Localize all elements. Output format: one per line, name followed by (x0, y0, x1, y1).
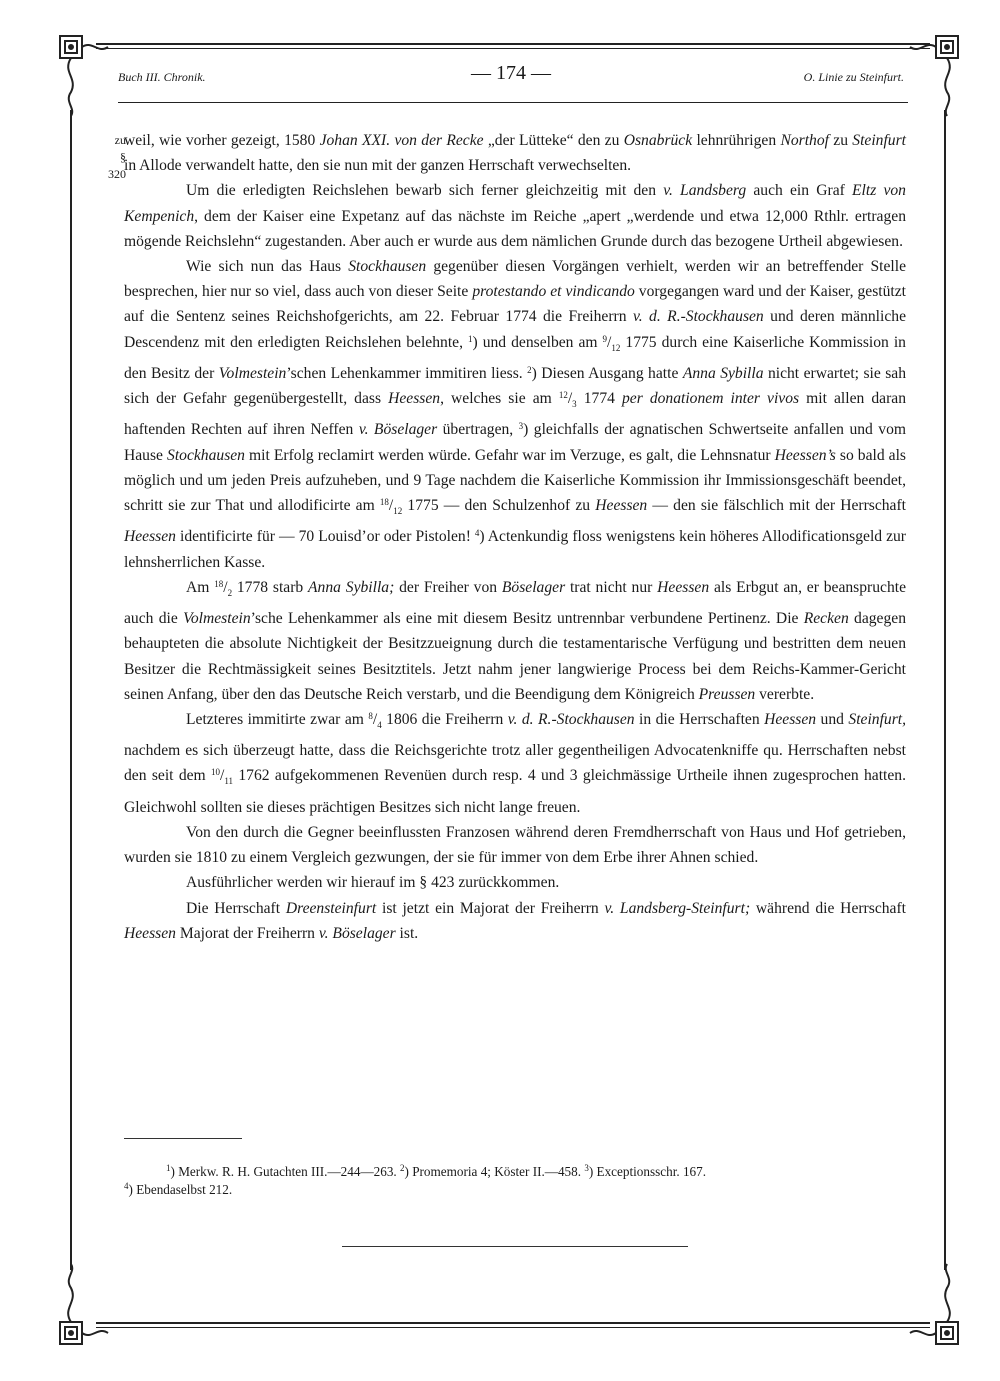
italic-name: Böselager (501, 578, 566, 596)
italic-place: Preussen (698, 685, 756, 703)
text-span: Um die erledigten Reichslehen bewarb sich ferner gleichzeitig mit den (186, 182, 664, 200)
italic-latin: protestando et vindicando (472, 283, 635, 301)
italic-name: Recken (803, 610, 849, 628)
italic-name: v. Landsberg (663, 182, 747, 200)
footnotes (124, 1163, 906, 1199)
body-text (124, 128, 906, 946)
text-span: in Allode verwandelt hatte, den sie nun mit der ganzen Herrschaft verwechselten. (124, 157, 632, 175)
footnote-text: ) Promemoria 4; Köster II.—458. (404, 1164, 585, 1179)
text-span: Letzteres immitirte zwar am (186, 710, 369, 728)
text-span: und (816, 710, 849, 728)
italic-name: v. Böselager (358, 421, 438, 439)
frame-bottom-line-thin (96, 1327, 930, 1328)
italic-name: Anna Sybilla (682, 364, 764, 382)
end-rule (342, 1246, 688, 1247)
paragraph-4: Am $^{18}/_2$ 1778 starb Anna Sybilla; der Freiher von Böselager trat nicht nur Heessen als Erbgut an, er beanspruchte auch die Volmestein’sche Lehenkammer als eine mit diesem Besitz untrennbar verbundene Pertinenz. Die Recken dagegen behaupteten die absolute Nichtigkeit der Besitzzueignung durch die testamentarische Verfügung und bestritten dem neuen Besitzer die Rechtmässigkeit seines Besitztitels. Jetzt nahm jener langwierige Process bei dem Reichs-Kammer-Gericht seinen Anfang, über den das Deutsche Reich verstarb, und die Beendigung dem Königreich Preussen vererbte. (124, 578, 906, 703)
margin-note (104, 132, 126, 183)
text-span: der Freiher von (394, 578, 502, 596)
margin-note-line1: zu (114, 133, 126, 147)
text-span: und deren männliche Descendenz mit den erledigten Reichslehen belehnte, (124, 308, 906, 351)
date-denominator: 12 (393, 506, 403, 517)
frame-top-line (96, 43, 930, 45)
text-span: weil, wie vorher gezeigt, 1580 (124, 132, 320, 149)
text-span: dagegen behaupteten die absolute Nichtigkeit der Besitzzueignung durch die testamentarische Verfügung und bestritten dem neuen Besitzer die Rechtmässigkeit seines Besitztitels. Jetzt nahm jener langwierige Process bei dem Reichs-Kammer-Gericht seinen Anfang, über den das Deutsche Reich verstarb, und die Beendigung dem Königreich (124, 610, 906, 703)
text-span: Majorat der Freiherrn (175, 924, 319, 942)
date-numerator: 9 (602, 333, 608, 344)
text-span: vererbte. (755, 685, 815, 703)
text-span: ’sche Lehenkammer als eine mit diesem Besitz untrennbar verbundene Pertinenz. Die (250, 610, 804, 628)
italic-name: v. d. R.-Stockhausen (632, 308, 764, 326)
italic-place: Heessen’s (774, 446, 836, 464)
text-span: übertragen, (437, 421, 519, 439)
italic-place: Northof (780, 132, 829, 149)
paragraph-1 (124, 128, 906, 178)
text-span: 1774 (576, 390, 622, 408)
text-span: vorgegangen ward und der Kaiser, gestützt auf die Sentenz seines Reichshofgerichts, am 22. Februar 1774 die Freiherrn (124, 283, 907, 326)
header-book-title: Buch III. Chronik. (118, 70, 206, 84)
text-span: ) Actenkundig floss wenigstens kein höheres Allodificationsgeld zur lehnsherrlichen Kasse. (124, 528, 907, 571)
corner-ornament-top-left (52, 28, 112, 118)
frame-left-line (70, 110, 72, 1270)
italic-name: v. Böselager (318, 924, 396, 942)
text-span: ) und denselben am (472, 333, 603, 351)
paragraph-7: Ausführlicher werden wir hierauf im § 423 zurückkommen. (186, 874, 560, 892)
margin-note-line2: § 320 (108, 150, 126, 181)
frame-right-line (944, 110, 946, 1270)
frame-header-rule (118, 102, 908, 103)
text-span: während die Herrschaft (750, 899, 906, 917)
text-span: trat nicht nur (565, 578, 658, 596)
italic-name: Stockhausen (348, 258, 427, 276)
text-span: so bald als möglich und um jeden Preis aufzuheben, und 9 Tage nachdem die Kaiserliche Kommission ihr Immissionsgeschäft beendet, schritt sie zur That und allodificirte am (124, 446, 907, 515)
text-span: auch ein Graf (746, 182, 853, 200)
text-span: gegenüber diesen Vorgängen verhielt, werden wir an betreffender Stelle besprechen, hier nur so viel, dass auch von dieser Seite (124, 258, 907, 301)
italic-latin: per donationem inter vivos (621, 390, 800, 408)
footnote-block (124, 1163, 906, 1181)
text-span: , welches sie am (440, 390, 559, 408)
date-denominator: 2 (227, 587, 233, 598)
italic-place: Steinfurt, (848, 710, 907, 728)
italic-name: Volmestein (218, 364, 287, 382)
text-span: ’schen Lehenkammer immitiren liess. (286, 364, 528, 382)
text-span: mit allen daran haftenden Rechten auf ihren Neffen (124, 390, 907, 439)
corner-ornament-bottom-left (52, 1262, 112, 1352)
date-numerator: 10 (211, 767, 221, 778)
text-span: in die Herrschaften (634, 710, 765, 728)
text-span: „der Lütteke“ den zu (483, 132, 624, 149)
frame-bottom-line (96, 1322, 930, 1324)
paragraph-5: Letzteres immitirte zwar am $^8/_4$ 1806 die Freiherrn v. d. R.-Stockhausen in die Herrschaften Heessen und Steinfurt, nachdem es sich überzeugt hatte, dass die Reichsgerichte trotz aller gegentheiligen Advocatenkniffe qu. Herrschaften nebst den seit dem $^{10}/_{11}$ 1762 aufgekommenen Revenüen durch resp. 4 und 3 gleichmässige Urtheile ihnen zugesprochen hatten. Gleichwohl sollten sie dieses prächtigen Besitzes sich nicht lange freuen. (124, 710, 907, 816)
text-span: 1762 aufgekommenen Revenüen durch resp. 4 und 3 gleichmässige Urtheile ihnen zugesprochen hatten. Gleichwohl sollten sie dieses prächtigen Besitzes sich nicht lange freuen. (124, 767, 907, 816)
footnote-number: 3 (584, 1163, 589, 1173)
footnote-number: 1 (166, 1163, 171, 1173)
date-denominator: 11 (224, 776, 234, 787)
italic-place: Heessen (595, 497, 648, 515)
text-span: Die Herrschaft (186, 899, 286, 917)
date-denominator: 3 (572, 399, 577, 410)
italic-name: Anna Sybilla; (308, 578, 395, 596)
italic-place: Heessen (657, 578, 710, 596)
text-span: , dem der Kaiser eine Expetanz auf das nächste im Reiche „apert „werdende und etwa 12,000 Rthlr. ertragen mögende Reichslehn“ zugestanden. Aber auch er wurde aus dem nämlichen Grunde durch das bezogene Urtheil abgewiesen. (124, 207, 906, 250)
frame-top-line-thin (96, 48, 930, 49)
text-span: nachdem es sich überzeugt hatte, dass die Reichsgerichte trotz aller gegentheiligen Advocatenkniffe qu. Herrschaften nebst den seit dem (124, 742, 906, 785)
text-span: nicht erwartet; sie sah sich der Gefahr gegenübergestellt, dass (124, 364, 907, 408)
date-numerator: 12 (558, 390, 568, 401)
italic-place: Osnabrück (623, 132, 693, 149)
paragraph-8 (124, 896, 906, 946)
footnote-rule (124, 1138, 242, 1139)
text-span: 1806 die Freiherrn (381, 710, 508, 728)
footnote-text: ) Exceptionsschr. 167. (588, 1164, 707, 1179)
footnote-text: ) Merkw. R. H. Gutachten III.—244—263. (170, 1164, 401, 1179)
paragraph-6: Von den durch die Gegner beeinflussten Franzosen während deren Fremdherrschaft von Haus und Hof getrieben, wurden sie 1810 zu einem Vergleich gezwungen, der sie für immer von dem Erbe ihrer Ahnen schied. (124, 823, 906, 867)
text-span: ist. (395, 924, 419, 942)
footnote-number: 2 (400, 1163, 405, 1173)
text-span: als Erbgut an, er beanspruchte auch die (124, 578, 906, 628)
text-span: lehnrührigen (692, 132, 781, 149)
date-numerator: 8 (368, 710, 373, 721)
date-denominator: 4 (377, 720, 382, 731)
italic-name: v. d. R.-Stockhausen (507, 710, 635, 728)
italic-place: Heessen (388, 390, 441, 408)
text-span: 1778 starb (232, 578, 309, 596)
date-numerator: 18 (214, 578, 224, 589)
footnote-ref: 2 (527, 364, 532, 375)
page-number: — 174 — (471, 62, 551, 84)
text-span: Wie sich nun das Haus (186, 258, 349, 276)
text-span: ist jetzt ein Majorat der Freiherrn (376, 899, 605, 917)
italic-name: Stockhausen (167, 446, 245, 464)
corner-ornament-bottom-right (906, 1262, 966, 1352)
paragraph-2 (124, 178, 906, 254)
italic-name: Volmestein (183, 610, 251, 628)
footnote-number: 4 (124, 1181, 129, 1191)
italic-name: v. Landsberg-Steinfurt; (604, 899, 751, 917)
date-numerator: 18 (379, 497, 389, 508)
running-header (118, 62, 904, 92)
paragraph-3: Wie sich nun das Haus Stockhausen gegenüber diesen Vorgängen verhielt, werden wir an betreffender Stelle besprechen, hier nur so viel, dass auch von dieser Seite protestando et vindicando vorgegangen ward und der Kaiser, gestützt auf die Sentenz seines Reichshofgerichts, am 22. Februar 1774 die Freiherrn v. d. R.-Stockhausen und deren männliche Descendenz mit den erledigten Reichslehen belehnte, $^1$) und denselben am $^9/_{12}$ 1775 durch eine Kaiserliche Kommission in den Besitz der Volmestein’schen Lehenkammer immitiren liess. $^2$) Diesen Ausgang hatte Anna Sybilla nicht erwartet; sie sah sich der Gefahr gegenübergestellt, dass Heessen, welches sie am $^{12}/_3$ 1774 per donationem inter vivos mit allen daran haftenden Rechten auf ihren Neffen v. Böselager übertragen, $^3$) gleichfalls der agnatischen Schwertseite anfallen und vom Hause Stockhausen mit Erfolg reclamirt werden würde. Gefahr war im Verzuge, es galt, die Lehnsnatur Heessen’s so bald als möglich und um jeden Preis aufzuheben, und 9 Tage nachdem die Kaiserliche Kommission ihr Immissionsgeschäft beendet, schritt sie zur That und allodificirte am $^{18}/_{12}$ 1775 — den Schulzenhof zu Heessen — den sie fälschlich mit der Herrschaft Heessen identificirte für — 70 Louisd’or oder Pistolen! $^4$) Actenkundig floss wenigstens kein höheres Allodificationsgeld zur lehnsherrlichen Kasse. (124, 258, 907, 571)
italic-place: Heessen (124, 924, 176, 942)
text-span: ) gleichfalls der agnatischen Schwertseite anfallen und vom Hause (124, 421, 907, 464)
corner-ornament-top-right (906, 28, 966, 118)
footnote-ref: 3 (518, 421, 524, 432)
date-denominator: 12 (611, 342, 621, 353)
italic-place: Heessen (124, 528, 176, 546)
footnote-ref: 1 (468, 333, 473, 344)
italic-place: Dreensteinfurt (285, 899, 377, 917)
text-span: 1775 durch eine Kaiserliche Kommission in den Besitz der (124, 333, 906, 382)
text-span: Am (186, 578, 215, 596)
text-span: ) Diesen Ausgang hatte (531, 364, 683, 382)
italic-place: Heessen (764, 710, 817, 728)
italic-name: Johan XXI. von der Recke (319, 132, 484, 149)
footnote-text: ) Ebendaselbst 212. (128, 1182, 233, 1197)
footnote-ref: 4 (474, 528, 480, 539)
italic-name: Eltz von Kempenich (124, 182, 906, 225)
text-span: zu (828, 132, 853, 149)
text-span: 1775 — den Schulzenhof zu (402, 497, 596, 515)
text-span: mit Erfolg reclamirt werden würde. Gefahr war im Verzuge, es galt, die Lehnsnatur (244, 446, 775, 464)
text-span: — den sie fälschlich mit der Herrschaft (647, 497, 907, 515)
header-section-title: O. Linie zu Steinfurt. (803, 70, 904, 84)
text-span: identificirte für — 70 Louisd’or oder Pistolen! (175, 528, 475, 546)
italic-place: Steinfurt (852, 132, 907, 149)
footnote-block-2 (124, 1181, 906, 1199)
